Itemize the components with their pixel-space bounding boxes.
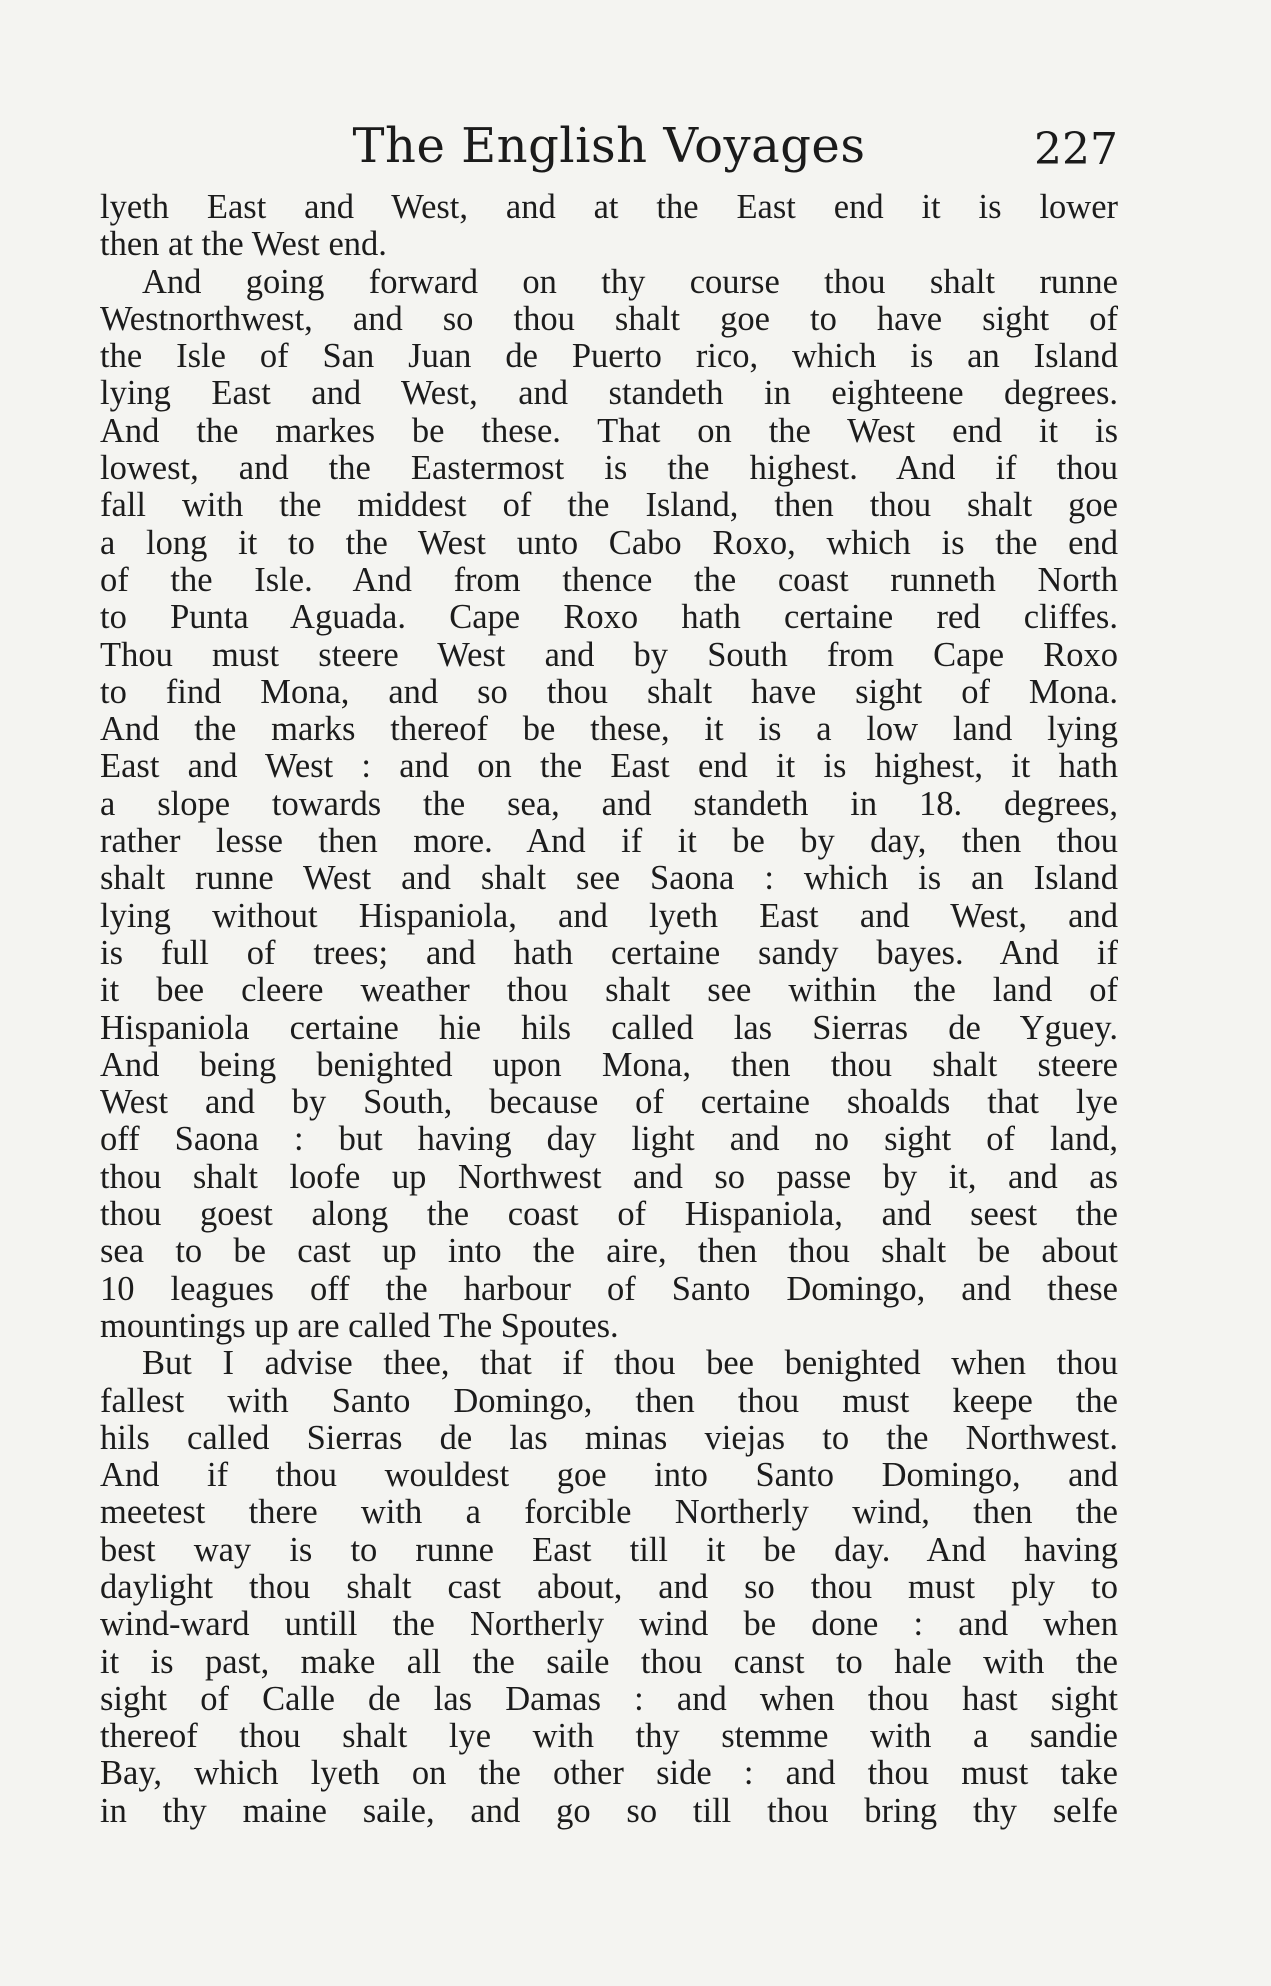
running-header [100,118,1118,188]
text-line: sight of Calle de las Damas : and when thou hast sight [100,1679,1118,1718]
text-line: fall with the middest of the Island, then thou shalt goe [100,486,1118,525]
text-line: But I advise thee, that if thou bee benighted when thou [142,1344,1118,1383]
text-line: rather lesse then more. And if it be by day, then thou [100,822,1118,861]
text-line: meetest there with a forcible Northerly wind, then the [100,1493,1118,1532]
text-line: mountings up are called The Spoutes. [100,1306,619,1345]
text-line: Hispaniola certaine hie hils called las Sierras de Yguey. [100,1008,1118,1047]
text-line: it is past, make all the saile thou canst to hale with the [100,1642,1118,1681]
text-line: 10 leagues off the harbour of Santo Domingo, and these [100,1269,1118,1308]
text-line: the Isle of San Juan de Puerto rico, which is an Island [100,337,1118,376]
text-line: off Saona : but having day light and no sight of land, [100,1120,1118,1159]
text-line: to Punta Aguada. Cape Roxo hath certaine red cliffes. [100,598,1118,637]
page-number: 227 [1034,124,1118,175]
text-line: lying without Hispaniola, and lyeth East and West, and [100,896,1118,935]
text-line: thereof thou shalt lye with thy stemme with a sandie [100,1717,1118,1756]
text-line: is full of trees; and hath certaine sandy bayes. And if [100,933,1118,972]
text-line: a long it to the West unto Cabo Roxo, which is the end [100,523,1118,562]
paragraph [100,1345,1118,1830]
text-line: Thou must steere West and by South from Cape Roxo [100,635,1118,674]
text-line: lyeth East and West, and at the East end it is lower [100,188,1118,226]
text-line: a slope towards the sea, and standeth in 18. degrees, [100,784,1118,823]
text-line: daylight thou shalt cast about, and so thou must ply to [100,1567,1118,1606]
text-line: And if thou wouldest goe into Santo Domingo, and [100,1456,1118,1495]
text-line: And the markes be these. That on the West end it is [100,411,1118,450]
text-line: Westnorthwest, and so thou shalt goe to have sight of [100,299,1118,338]
text-line: lying East and West, and standeth in eighteene degrees. [100,374,1118,413]
text-line: in thy maine saile, and go so till thou bring thy selfe [100,1791,1118,1830]
text-line: to find Mona, and so thou shalt have sight of Mona. [100,672,1118,711]
text-line: thou shalt loofe up Northwest and so passe by it, and as [100,1157,1118,1196]
text-line: West and by South, because of certaine shoalds that lye [100,1083,1118,1122]
text-line: sea to be cast up into the aire, then thou shalt be about [100,1232,1118,1271]
text-line: of the Isle. And from thence the coast runneth North [100,560,1118,599]
text-line: best way is to runne East till it be day. And having [100,1530,1118,1569]
paragraph [100,264,1118,1346]
text-line: And being benighted upon Mona, then thou shalt steere [100,1045,1118,1084]
text-line: thou goest along the coast of Hispaniola, and seest the [100,1195,1118,1234]
text-line: shalt runne West and shalt see Saona : which is an Island [100,859,1118,898]
text-line: East and West : and on the East end it is highest, it hath [100,747,1118,786]
header-title: The English Voyages [352,118,866,174]
paragraph [100,189,1118,264]
text-line: fallest with Santo Domingo, then thou must keepe the [100,1381,1118,1420]
text-line: then at the West end. [100,225,387,264]
text-line: And going forward on thy course thou shalt runne [142,262,1118,301]
text-line: And the marks thereof be these, it is a low land lying [100,710,1118,749]
text-line: it bee cleere weather thou shalt see within the land of [100,971,1118,1010]
text-line: lowest, and the Eastermost is the highest. And if thou [100,449,1118,488]
text-line: wind-ward untill the Northerly wind be done : and when [100,1605,1118,1644]
text-line: Bay, which lyeth on the other side : and thou must take [100,1754,1118,1793]
body-text [100,189,1118,1830]
text-line: hils called Sierras de las minas viejas to the Northwest. [100,1418,1118,1457]
